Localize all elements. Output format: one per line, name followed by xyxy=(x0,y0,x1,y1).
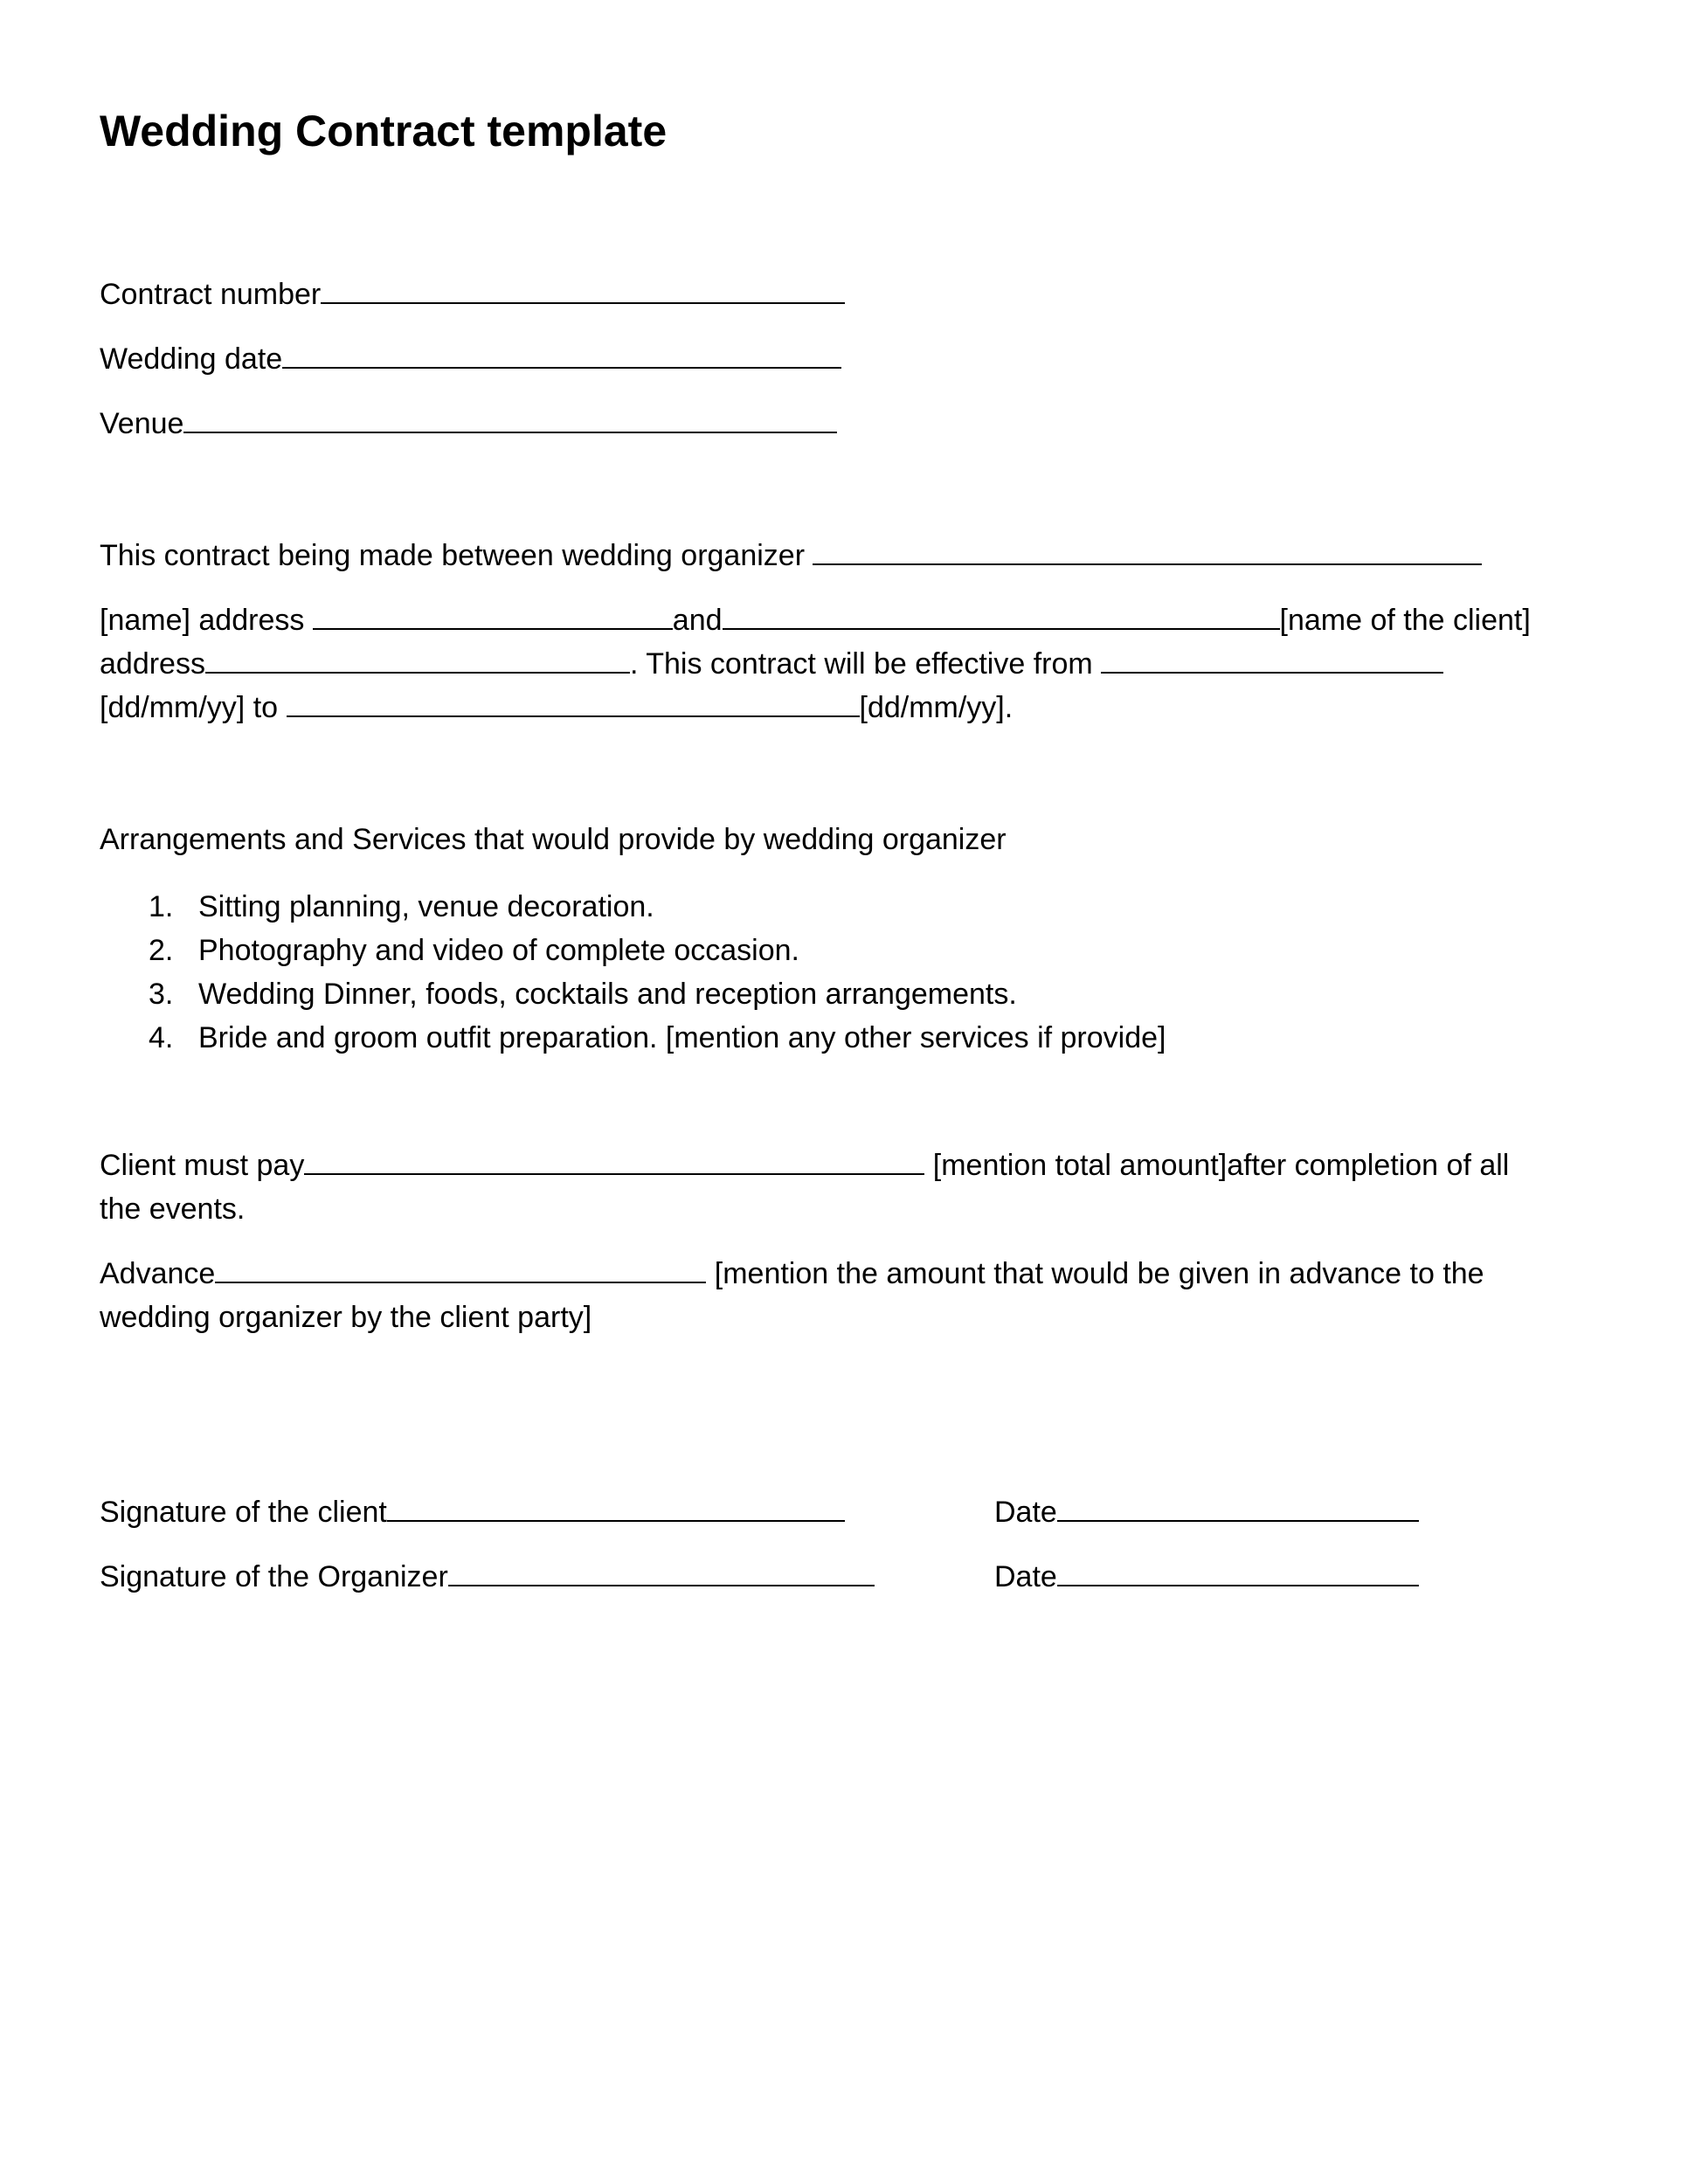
wedding-date-row xyxy=(100,337,841,381)
parties-line-2 xyxy=(100,598,1531,642)
parties-line-4 xyxy=(100,686,1013,729)
venue-field[interactable] xyxy=(183,405,837,433)
contract-number-row xyxy=(100,273,845,316)
client-signature-row xyxy=(100,1490,845,1534)
contract-number-label: Contract number xyxy=(100,278,322,311)
client-date-field[interactable] xyxy=(1057,1494,1419,1522)
client-pay-label: Client must pay xyxy=(100,1149,305,1182)
parties-text-4b: [dd/mm/yy]. xyxy=(859,691,1013,724)
client-pay-note-line-2: the events. xyxy=(100,1192,246,1226)
list-item-text: Bride and groom outfit preparation. [mention any other services if provide] xyxy=(198,1021,1166,1054)
services-list xyxy=(100,885,1166,1060)
advance-note-line-2: wedding organizer by the client party] xyxy=(100,1301,592,1334)
total-amount-field[interactable] xyxy=(304,1147,924,1175)
list-item-text: Photography and video of complete occasion. xyxy=(198,934,800,967)
list-item-number: 3. xyxy=(149,978,174,1011)
organizer-signature-row xyxy=(100,1555,875,1599)
client-pay-note: [mention total amount]after completion of all xyxy=(924,1149,1510,1182)
advance-label: Advance xyxy=(100,1257,216,1290)
list-item xyxy=(100,929,1166,972)
list-item-number: 4. xyxy=(149,1021,174,1054)
parties-text-1: This contract being made between wedding organizer xyxy=(100,539,813,572)
page-title: Wedding Contract template xyxy=(100,107,668,156)
services-heading: Arrangements and Services that would provide by wedding organizer xyxy=(100,823,1007,856)
client-date-row xyxy=(994,1490,1419,1534)
organizer-date-row xyxy=(994,1555,1419,1599)
effective-from-field[interactable] xyxy=(1101,646,1443,674)
parties-text-2c: [name of the client] xyxy=(1279,604,1531,637)
wedding-date-label: Wedding date xyxy=(100,342,283,376)
wedding-date-field[interactable] xyxy=(282,341,841,369)
venue-row xyxy=(100,402,837,446)
list-item xyxy=(100,1016,1166,1060)
parties-text-3a: address xyxy=(100,647,205,681)
contract-number-field[interactable] xyxy=(321,276,845,304)
list-item-number: 2. xyxy=(149,934,174,967)
parties-text-2b: and xyxy=(672,604,723,637)
list-item-text: Wedding Dinner, foods, cocktails and reception arrangements. xyxy=(198,978,1017,1011)
client-date-label: Date xyxy=(994,1496,1057,1529)
list-item-number: 1. xyxy=(149,890,174,923)
client-signature-field[interactable] xyxy=(387,1494,845,1522)
client-signature-label: Signature of the client xyxy=(100,1496,387,1529)
client-address-field[interactable] xyxy=(205,646,630,674)
client-name-field[interactable] xyxy=(723,602,1280,630)
organizer-address-field[interactable] xyxy=(313,602,673,630)
parties-text-3b: . This contract will be effective from xyxy=(629,647,1102,681)
parties-line-3 xyxy=(100,642,1443,686)
advance-amount-field[interactable] xyxy=(215,1255,706,1283)
advance-note: [mention the amount that would be given in advance to the xyxy=(706,1257,1484,1290)
effective-to-field[interactable] xyxy=(287,689,860,717)
list-item xyxy=(100,885,1166,929)
organizer-signature-label: Signature of the Organizer xyxy=(100,1560,448,1593)
advance-row xyxy=(100,1252,1484,1296)
venue-label: Venue xyxy=(100,407,184,440)
client-pay-row xyxy=(100,1144,1509,1187)
list-item-text: Sitting planning, venue decoration. xyxy=(198,890,654,923)
organizer-date-field[interactable] xyxy=(1057,1559,1419,1586)
parties-text-2a: [name] address xyxy=(100,604,313,637)
organizer-name-field[interactable] xyxy=(813,537,1482,565)
organizer-signature-field[interactable] xyxy=(448,1559,875,1586)
list-item xyxy=(100,972,1166,1016)
parties-line-1 xyxy=(100,534,1482,577)
organizer-date-label: Date xyxy=(994,1560,1057,1593)
parties-text-4a: [dd/mm/yy] to xyxy=(100,691,287,724)
